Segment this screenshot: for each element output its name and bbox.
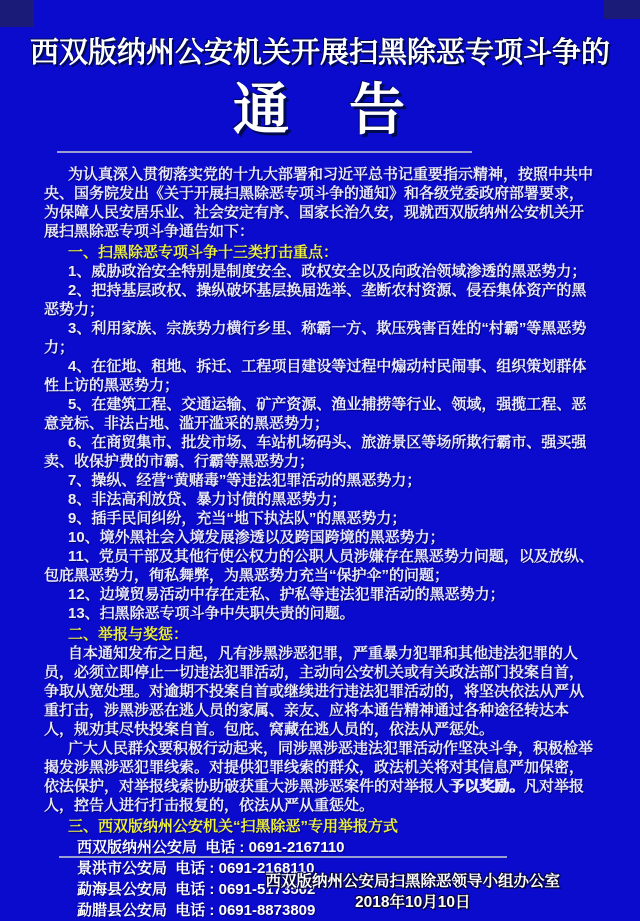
crackdown-item-10: 10、境外黑社会入境发展渗透以及跨国跨境的黑恶势力； xyxy=(68,529,445,546)
crackdown-item-6: 6、在商贸集市、批发市场、车站机场码头、旅游景区等场所欺行霸市、强买强卖、收保护费的市霸、行霸等黑恶势力； xyxy=(44,434,587,470)
hotline-row-state xyxy=(77,838,598,857)
crackdown-item-4: 4、在征地、租地、拆迁、工程项目建设等过程中煽动村民闹事、组织策划群体性上访的黑恶势力； xyxy=(44,358,587,394)
corner-block-top-right xyxy=(604,0,640,19)
notice-title: 西双版纳州公安机关开展扫黑除恶专项斗争的 xyxy=(29,37,610,69)
section1-heading: 一、扫黑除恶专项斗争十三类打击重点： xyxy=(68,244,339,261)
crackdown-item-12: 12、边境贸易活动中存在走私、护私等违法犯罪活动的黑恶势力； xyxy=(68,586,505,603)
crackdown-item-3: 3、利用家族、宗族势力横行乡里、称霸一方、欺压残害百姓的“村霸”等黑恶势力； xyxy=(44,320,587,356)
reward-text-after: 凡对举报人，控告人进行打击报复的，依法从严从重惩处。 xyxy=(44,778,585,814)
title-divider xyxy=(57,151,472,153)
hotline-org: 勐海县公安局 xyxy=(77,881,168,898)
section2-heading: 二、举报与奖惩： xyxy=(68,626,189,643)
reward-text-before: 广大人民群众要积极行动起来，同涉黑涉恶违法犯罪活动作坚决斗争，积极检举揭发涉黑涉恶犯罪线索。对提供犯罪线索的群众，政法机关将对其信息严加保密，依法保护，对举报线索协助破获重大涉黑涉恶案件的对举报人 xyxy=(44,740,594,795)
reward-paragraph xyxy=(44,739,598,815)
hotline-org: 勐腊县公安局 xyxy=(77,902,168,919)
section3-heading: 三、西双版纳州公安机关“扫黑除恶”专用举报方式 xyxy=(68,818,399,835)
hotline-phone: 电话 : 0691-8873809 xyxy=(175,902,316,919)
footer-divider xyxy=(59,856,507,858)
signature-date: 2018年10月10日 xyxy=(355,894,471,911)
hotline-org: 景洪市公安局 xyxy=(77,860,168,877)
crackdown-item-8: 8、非法高利放贷、暴力讨债的黑恶势力； xyxy=(68,491,347,508)
hotline-phone: 电话 : 0691-2167110 xyxy=(205,839,345,856)
crackdown-item-5: 5、在建筑工程、交通运输、矿产资源、渔业捕捞等行业、领域，强揽工程、恶意竞标、非法占地、滥开滥采的黑恶势力； xyxy=(44,396,587,432)
crackdown-item-9: 9、插手民间纠纷，充当“地下执法队”的黑恶势力； xyxy=(68,510,407,527)
signature-block xyxy=(265,871,560,913)
intro-paragraph: 为认真深入贯彻落实党的十九大部署和习近平总书记重要指示精神，按照中共中央、国务院发出《关于开展扫黑除恶专项斗争的通知》和各级党委政府部署要求，为保障人民安居乐业、社会安定有序、国家长治久安，现就西双版纳州公安机关开展扫黑除恶专项斗争通告如下： xyxy=(44,166,594,240)
hotline-phone: 电话 : 0691-2168110 xyxy=(175,860,315,877)
notice-title-main: 通 告 xyxy=(233,78,407,141)
hotline-phone: 电话 : 0691-5173502 xyxy=(175,881,316,898)
crackdown-item-2: 2、把持基层政权、操纵破坏基层换届选举、垄断农村资源、侵吞集体资产的黑恶势力； xyxy=(44,282,587,318)
notice-body xyxy=(44,165,598,920)
crackdown-item-1: 1、威胁政治安全特别是制度安全、政权安全以及向政治领域渗透的黑恶势力； xyxy=(68,263,587,280)
surrender-paragraph: 自本通知发布之日起，凡有涉黑涉恶犯罪，严重暴力犯罪和其他违法犯罪的人员，必须立即停止一切违法犯罪活动，主动向公安机关或有关政法部门投案自首，争取从宽处理。对逾期不投案自首或继续进行违法犯罪活动的，将坚决依法从严从重打击，涉黑涉恶在逃人员的家属、亲友、应将本通告精神通过各种途径转达本人，规劝其尽快投案自首。包庇、窝藏在逃人员的，依法从严惩处。 xyxy=(44,645,585,738)
hotline-org: 西双版纳州公安局 xyxy=(77,839,198,856)
crackdown-item-11: 11、党员干部及其他行使公权力的公职人员涉嫌存在黑恶势力问题，以及放纵、包庇黑恶势力，徇私舞弊，为黑恶势力充当“保护伞”的问题； xyxy=(44,548,594,584)
reward-text-bold: 予以奖励。 xyxy=(449,778,525,795)
crackdown-item-13: 13、扫黑除恶专项斗争中失职失责的问题。 xyxy=(68,605,355,622)
signature-org: 西双版纳州公安局扫黑除恶领导小组办公室 xyxy=(265,873,560,890)
crackdown-item-7: 7、操纵、经营“黄赌毒”等违法犯罪活动的黑恶势力； xyxy=(68,472,422,489)
corner-block-top-left xyxy=(0,0,34,27)
